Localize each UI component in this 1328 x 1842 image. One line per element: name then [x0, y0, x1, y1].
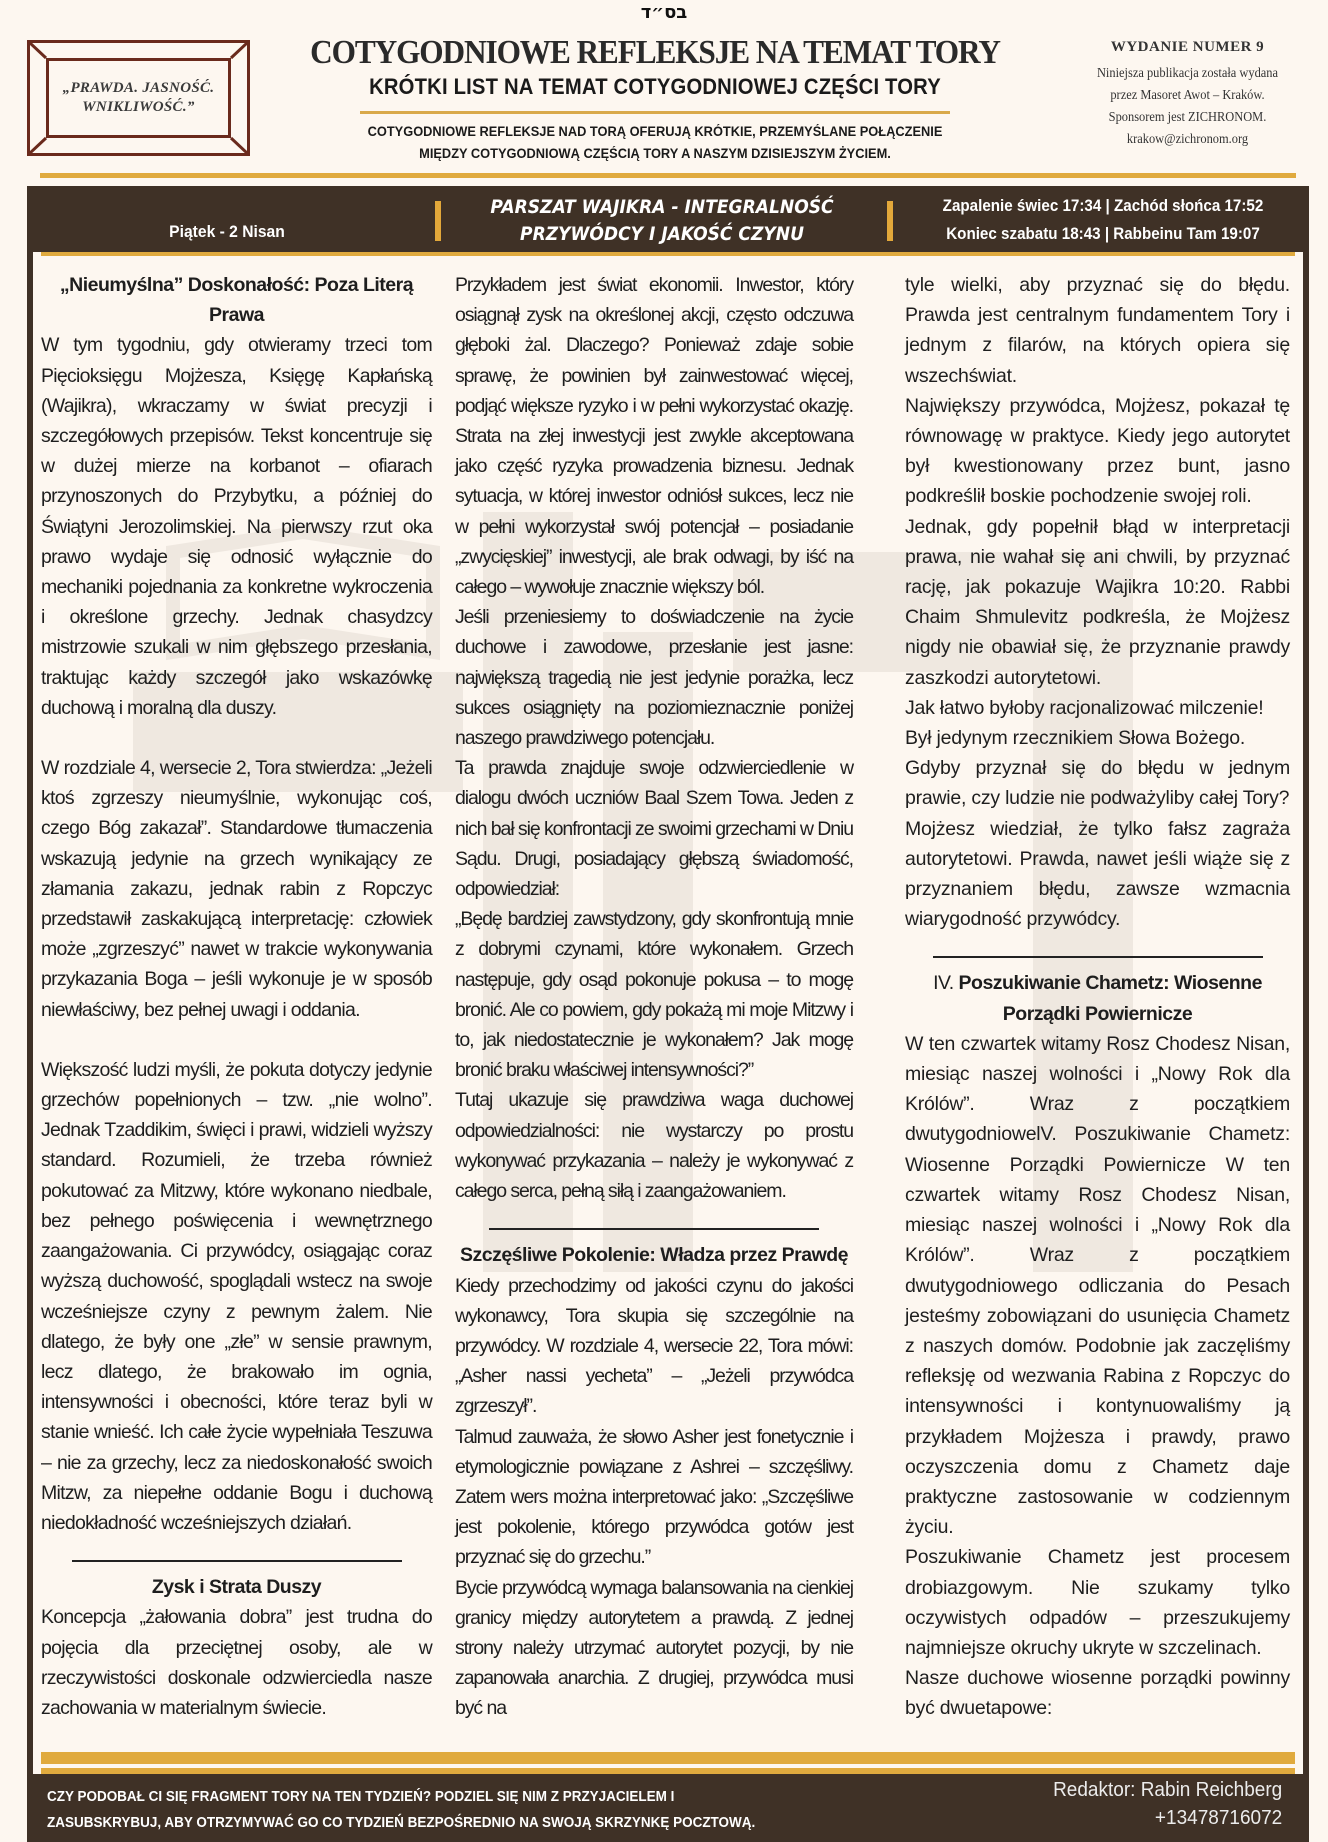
- divider: [360, 111, 950, 114]
- cta-line-2: ZASUBSKRYBUJ, ABY OTRZYMYWAĆ GO CO TYDZIEŃ BEZPOŚREDNIO NA SWOJĄ SKRZYNKĘ POCZTOWĄ.: [47, 1815, 756, 1831]
- paragraph: Poszukiwanie Chametz jest procesem drobiazgowym. Nie szukamy tylko oczywistych odpadów – przeszukujemy najmniejsze okruchy ukryte w szczelinach.: [905, 1546, 1290, 1659]
- paragraph: Największy przywódca, Mojżesz, pokazał tę równowagę w praktyce. Kiedy jego autorytet był kwestionowany przez bunt, jasno podkreślił boskie pochodzenie swojej roli.: [905, 394, 1290, 508]
- section-heading: [905, 968, 1290, 1028]
- paragraph: Przykładem jest świat ekonomii. Inwestor, który osiągnął zysk na określonej akcji, często odczuwa głęboki żal. Dlaczego? Ponieważ zdaje sobie sprawę, że powinien był zainwestować więcej, podjąć większe ryzyko i w pełni wykorzystać okazję. Strata na złej inwestycji jest zwykle akceptowana jako część ryzyka prowadzenia biznesu. Jednak sytuacja, w której inwestor odniósł sukces, lecz nie w pełni wykorzystał swój potencjał – posiadanie „zwycięskiej” inwestycji, ale brak odwagi, by iść na całego – wywołuje znacznie większy ból.: [455, 274, 853, 599]
- contact-email[interactable]: krakow@zichronom.org: [1126, 131, 1249, 146]
- paragraph: tyle wielki, aby przyznać się do błędu. Prawda jest centralnym fundamentem Tory i jednym z filarów, na których opiera się wszechświat.: [905, 274, 1290, 387]
- footer: [27, 1776, 1309, 1842]
- subscribe-cta: [47, 1784, 865, 1836]
- band-divider: [887, 201, 893, 241]
- section-heading: Zysk i Strata Duszy: [151, 1576, 322, 1599]
- paragraph: Ta prawda znajduje swoje odzwierciedlenie w dialogu dwóch uczniów Baal Szem Towa. Jeden z nich bał się konfrontacji ze swoimi grzechami w Dniu Sądu. Drugi, posiadający głębszą świadomość, odpowiedział:: [455, 757, 853, 901]
- publisher-line-1: Niniejsza publikacja została wydana: [1096, 65, 1279, 80]
- column-1: [41, 270, 432, 1723]
- editor-name: Redaktor: Rabin Reichberg: [1052, 1779, 1282, 1801]
- masthead: [270, 34, 1040, 168]
- band-divider: [435, 201, 441, 241]
- column-2: [455, 270, 853, 1724]
- motto-logo: [27, 40, 250, 156]
- section-divider: [489, 1228, 819, 1230]
- quote-paragraph: „Będę bardziej zawstydzony, gdy skonfrontują mnie z dobrymi czynami, które wykonałem. Grzech następuje, gdy osąd pokonuje pokusa – to mogę bronić. Ale co powiem, gdy pokażą mi moje Mitzwy i to, jak niedostatecznie je wykonałem? Jak mogę bronić braku właściwej intensywności?”: [455, 908, 853, 1082]
- paragraph: Tutaj ukazuje się prawdziwa waga duchowej odpowiedzialności: nie wystarczy po prostu wykonywać przykazania – należy je wykonywać z całego serca, pełną siłą i zaangażowaniem.: [455, 1089, 853, 1203]
- times-line-2: Koniec szabatu 18:43 | Rabbeinu Tam 19:07: [946, 225, 1260, 243]
- column-3: [905, 270, 1290, 1724]
- paragraph: Nasze duchowe wiosenne porządki powinny być dwuetapowe:: [905, 1667, 1290, 1720]
- paragraph: Bycie przywódcą wymaga balansowania na cienkiej granicy między autorytetem a prawdą. Z jednej strony należy utrzymać autorytet pozycji, by nie zapanowała anarchia. Z drugiej, przywódca musi być na: [455, 1576, 853, 1720]
- section-heading: Szczęśliwe Pokolenie: Władza przez Prawdę: [459, 1244, 849, 1267]
- hebrew-date: Piątek - 2 Nisan: [169, 222, 285, 241]
- cta-line-1: CZY PODOBAŁ CI SIĘ FRAGMENT TORY NA TEN TYDZIEŃ? PODZIEL SIĘ NIM Z PRZYJACIELEM I: [47, 1789, 675, 1805]
- gold-rule: [40, 173, 1296, 178]
- paragraph: Gdyby przyznał się do błędu w jednym prawie, czy ludzie nie podważyliby całej Tory?: [905, 757, 1290, 810]
- gold-rule: [41, 252, 1295, 256]
- paragraph: Większość ludzi myśli, że pokuta dotyczy jedynie grzechów popełnionych – tzw. „nie wolno”. Jednak Tzaddikim, święci i prawi, widzieli wyższy standard. Rozumieli, że trzeba również pokutować za Mitzwy, które wykonano niedbale, bez pełnego poświęcenia i wewnętrznego zaangażowania. Ci przywódcy, osiągając coraz wyższą duchowość, spoglądali wstecz na swoje wcześniejsze czyny z pewnym żalem. Nie dlatego, że były one „złe” w sensie prawnym, lecz dlatego, że brakowało im ognia, intensywności i obecności, które teraz byli w stanie wnieść. Ich całe życie wypełniała Teszuwa – nie za grzechy, lecz za niedoskonałość swoich Mitzw, za niepełne oddanie Bogu i duchową niedokładność wcześniejszych działań.: [41, 1058, 432, 1534]
- shabbat-times: [919, 192, 1287, 248]
- edition-number: WYDANIE NUMER 9: [1110, 39, 1265, 55]
- gold-rule: [41, 1768, 1295, 1774]
- bsd-mark: בס״ד: [640, 2, 688, 23]
- times-line-1: Zapalenie świec 17:34 | Zachód słońca 17:52: [942, 197, 1264, 215]
- paragraph: Jeśli przeniesiemy to doświadczenie na życie duchowe i zawodowe, przesłanie jest jasne: największą tragedią nie jest jedynie porażka, lecz sukces osiągnięty na poziomieznacznie poniżej naszego prawdziwego potencjału.: [455, 606, 853, 750]
- paragraph: W ten czwartek witamy Rosz Chodesz Nisan, miesiąc naszej wolności i „Nowy Rok dla Królów”. Wraz z początkiem dwutygodniowelV. Poszukiwanie Chametz: Wiosenne Porządki Powiernicze W ten czwartek witamy Rosz Chodesz Nisan, miesiąc naszej wolności i „Nowy Rok dla Królów”. Wraz z początkiem dwutygodniowego odliczania do Pesach jesteśmy zobowiązani do usunięcia Chametz z naszych domów. Podobnie jak zaczęliśmy refleksję od wezwania Rabina z Ropczyc do intensywności i kontynuowaliśmy ją przykładem Mojżesza i prawdy, prawo oczyszczenia domu z Chametz daje praktyczne zastosowanie w codziennym życiu.: [905, 1032, 1290, 1539]
- editor-phone[interactable]: +13478716072: [1154, 1807, 1282, 1829]
- paragraph: Jak łatwo byłoby racjonalizować milczenie! Był jedynym rzecznikiem Słowa Bożego.: [905, 696, 1264, 750]
- newsletter-frame: [27, 186, 1309, 1842]
- motto-text: „PRAWDA. JASNOŚĆ. WNIKLIWOŚĆ.”: [62, 80, 215, 115]
- description-line-1: COTYGODNIOWE REFLEKSJE NAD TORĄ OFERUJĄ KRÓTKIE, PRZEMYŚLANE POŁĄCZENIE: [367, 124, 943, 139]
- paragraph: Jednak, gdy popełnił błąd w interpretacji prawa, nie wahał się ani chwili, by przyznać rację, jak pokazuje Wajikra 10:20. Rabbi Chaim Shmulevitz podkreśla, że Mojżesz nigdy nie obawiał się, że przyznanie prawdy zaszkodzi autorytetowi.: [905, 515, 1290, 689]
- parsha-title: [487, 194, 838, 248]
- section-heading: „Nieumyślna” Doskonałość: Poza Literą Prawa: [59, 274, 414, 327]
- section-divider: [933, 956, 1263, 958]
- gold-rule: [41, 1752, 1295, 1764]
- edition-info: [1085, 38, 1290, 150]
- section-heading-text: Poszukiwanie Chametz: Wiosenne Porządki Powiernicze: [958, 972, 1262, 1025]
- newsletter-title: COTYGODNIOWE REFLEKSJE NA TEMAT TORY: [310, 34, 1000, 71]
- paragraph: Koncepcja „żałowania dobra” jest trudna do pojęcia dla przeciętnej osoby, ale w rzeczywistości doskonale odzwierciedla nasze zachowania w materialnym świecie.: [41, 1606, 432, 1719]
- content-area: [33, 252, 1303, 1774]
- sponsor-line: Sponsorem jest ZICHRONOM.: [1108, 109, 1267, 124]
- paragraph: Talmud zauważa, że słowo Asher jest fonetycznie i etymologicznie powiązane z Ashrei – szczęśliwy. Zatem wers można interpretować jako: „Szczęśliwe jest pokolenie, którego przywódca gotów jest przyznać się do grzechu.”: [455, 1425, 853, 1569]
- paragraph: Mojżesz wiedział, że tylko fałsz zagraża autorytetowi. Prawda, nawet jeśli wiąże się z przyznaniem błędu, zawsze wzmacnia wiarygodność przywódcy.: [905, 817, 1290, 931]
- info-band: [27, 186, 1309, 252]
- newsletter-subtitle: KRÓTKI LIST NA TEMAT COTYGODNIOWEJ CZĘŚCI TORY: [369, 74, 941, 99]
- paragraph: Kiedy przechodzimy od jakości czynu do jakości wykonawcy, Tora skupia się szczególnie na przywódcy. W rozdziale 4, wersecie 22, Tora mówi: „Asher nassi yecheta” – „Jeżeli przywódca zgrzeszył”.: [455, 1274, 853, 1418]
- section-number: IV.: [933, 972, 959, 995]
- editor-info: [1053, 1776, 1282, 1832]
- section-divider: [72, 1560, 402, 1562]
- paragraph: W rozdziale 4, wersecie 2, Tora stwierdza: „Jeżeli ktoś zgrzeszy nieumyślnie, wykonując coś, czego Bóg zakazał”. Standardowe tłumaczenia wskazują jedynie na grzech wynikający ze złamania zakazu, jednak rabin z Ropczyc przedstawił zaskakującą interpretację: człowiek może „zgrzeszyć” nawet w trakcie wykonywania przykazania Boga – jeśli wykonuje je w sposób niewłaściwy, bez pełnej uwagi i oddania.: [41, 757, 432, 1021]
- publisher-line-2: przez Masoret Awot – Kraków.: [1110, 87, 1265, 102]
- parsha-title-line-1: PARSZAT WAJIKRA - INTEGRALNOŚĆ: [490, 196, 834, 218]
- paragraph: W tym tygodniu, gdy otwieramy trzeci tom Pięcioksięgu Mojżesza, Księgę Kapłańską (Wajikra), wkraczamy w świat precyzji i szczegółowych przepisów. Tekst koncentruje się w dużej mierze na korbanot – ofiarach przynoszonych do Przybytku, a później do Świątyni Jerozolimskiej. Na pierwszy rzut oka prawo wydaje się odnosić wyłącznie do mechaniki pojednania za konkretne wykroczenia i określone grzechy. Jednak chasydzcy mistrzowie szukali w nim głębszego przesłania, traktując każdy szczegół jako wskazówkę duchową i moralną dla duszy.: [41, 334, 432, 719]
- description-line-2: MIĘDZY COTYGODNIOWĄ CZĘŚCIĄ TORY A NASZYM DZISIEJSZYM ŻYCIEM.: [419, 146, 891, 161]
- parsha-title-line-2: PRZYWÓDCY I JAKOŚĆ CZYNU: [520, 223, 804, 245]
